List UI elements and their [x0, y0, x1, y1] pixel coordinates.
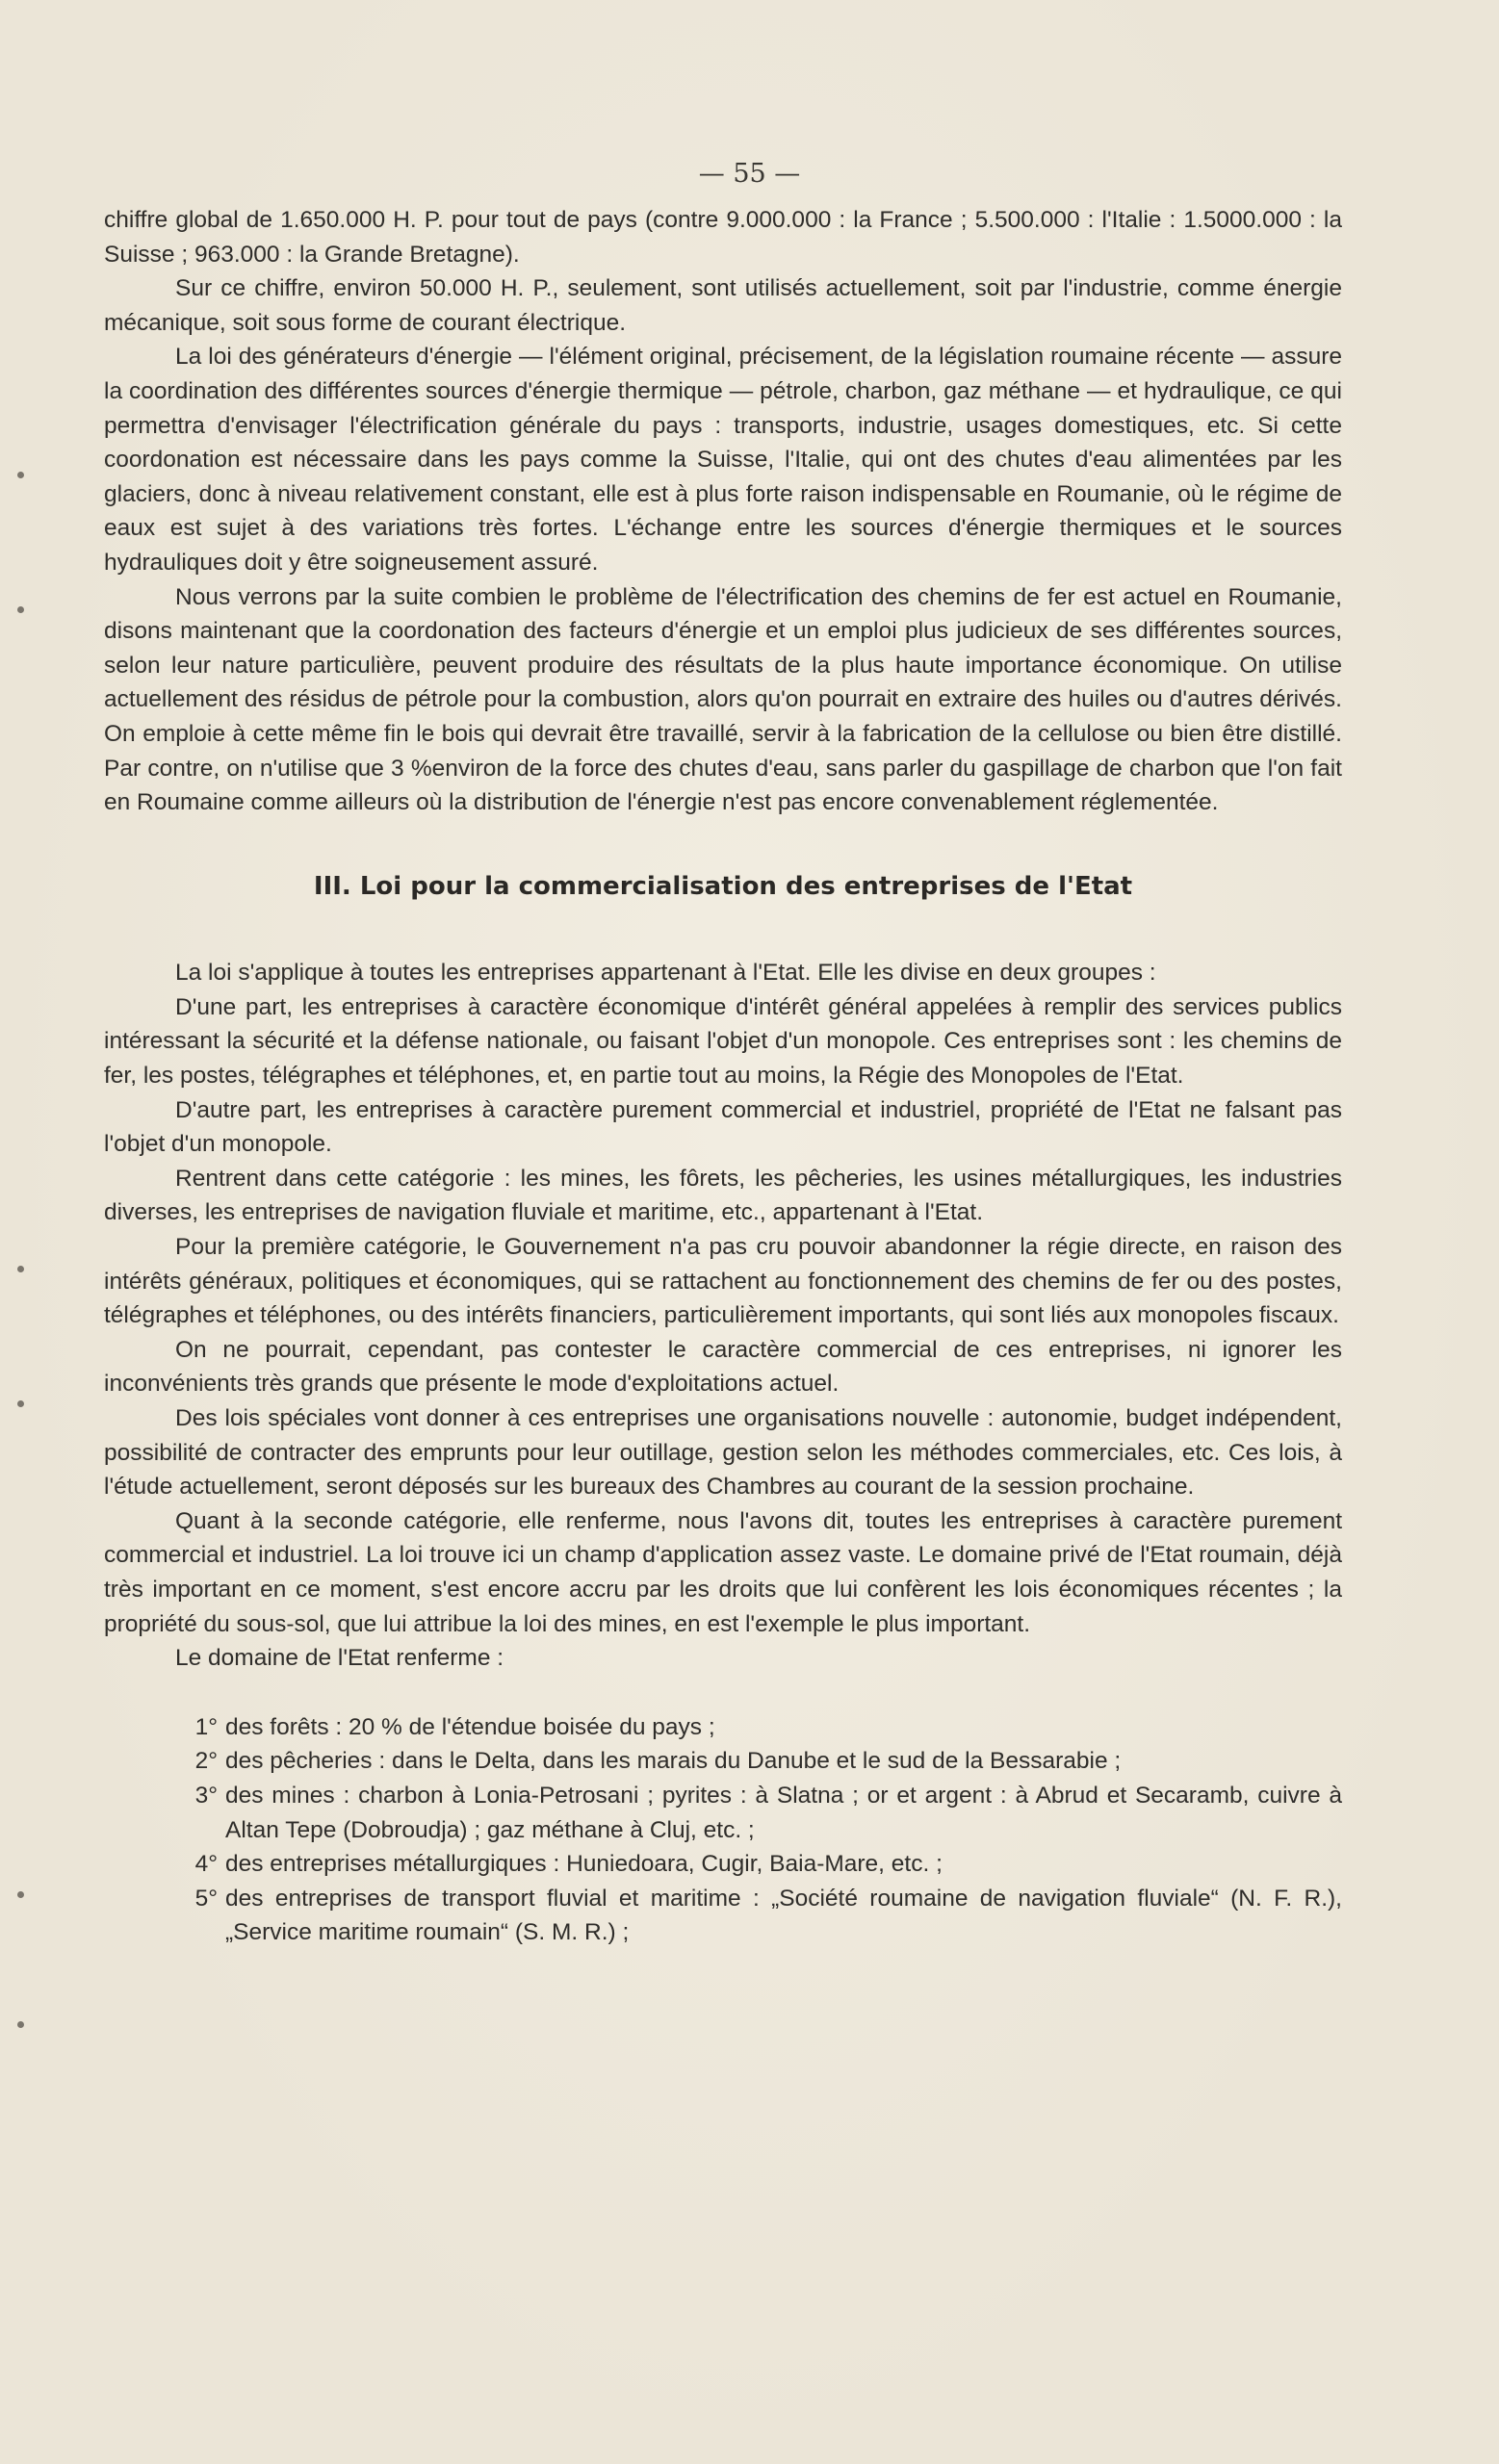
paragraph: Sur ce chiffre, environ 50.000 H. P., seulement, sont utilisés actuellement, soit par l'industrie, comme énergie mécanique, soit sous forme de courant électrique. [104, 275, 1342, 336]
paragraph: La loi des générateurs d'énergie — l'élément original, précisement, de la législation roumaine récente — assure la coordination des différentes sources d'énergie thermique — pétrole, charbon, gaz méthane — et hydraulique, ce qui permettra d'envisager l'électrification générale du pays : transports, industrie, usages domestiques, etc. Si cette coordonation est nécessaire dans les pays comme la Suisse, l'Italie, qui ont des chutes d'eau alimentées par les glaciers, donc à niveau relativement constant, elle est à plus forte raison indispensable en Roumanie, où le régime de eaux est sujet à des variations très fortes. L'échange entre les sources d'énergie thermiques et le sources hydrauliques doit y être soigneusement assuré. [104, 344, 1342, 576]
margin-mark [17, 1400, 24, 1407]
paragraph: Pour la première catégorie, le Gouvernement n'a pas cru pouvoir abandonner la régie directe, en raison des intérêts généraux, politiques et économiques, qui se rattachent au fonctionnement des chemins de fer ou des postes, télégraphes et téléphones, ou des intérêts financiers, particulièrement importants, qui sont liés aux monopoles fiscaux. [104, 1234, 1342, 1329]
paragraph: Quant à la seconde catégorie, elle renferme, nous l'avons dit, toutes les entreprises à caractère purement commercial et industriel. La loi trouve ici un champ d'application assez vaste. Le domaine privé de l'Etat roumain, déjà très important en ce moment, s'est encore accru par les droits que lui confèrent les lois économiques récentes ; la propriété du sous-sol, que lui attribue la loi des mines, en est l'exemple le plus important. [104, 1507, 1342, 1637]
paragraph: chiffre global de 1.650.000 H. P. pour tout de pays (contre 9.000.000 : la France ; 5.500.000 : l'Italie : 1.5000.000 : la Suisse ; 963.000 : la Grande Bretagne). [104, 207, 1342, 268]
paragraph: Rentrent dans cette catégorie : les mines, les fôrets, les pêcheries, les usines métallurgiques, les industries diverses, les entreprises de navigation fluviale et maritime, etc., appartenant à l'Etat. [104, 1165, 1342, 1226]
list-item-number: 5° [194, 1885, 218, 1912]
paragraph: Des lois spéciales vont donner à ces entreprises une organisations nouvelle : autonomie, budget indépendent, possibilité de contracter des emprunts pour leur outillage, gestion selon les méthodes commerciales, etc. Ces lois, à l'étude actuellement, seront déposés sur les bureaux des Chambres au courant de la session prochaine. [104, 1405, 1342, 1501]
margin-mark [17, 2021, 24, 2028]
list-item [104, 1779, 1342, 1847]
page-number: — 55 — [698, 159, 801, 189]
list-item-text: des entreprises métallurgiques : Huniedoara, Cugir, Baia-Mare, etc. ; [225, 1851, 943, 1878]
list-item-number: 2° [194, 1748, 218, 1775]
paragraph: La loi s'applique à toutes les entreprises appartenant à l'Etat. Elle les divise en deux groupes : [175, 960, 1156, 987]
list-item-number: 1° [194, 1713, 218, 1740]
paragraph: D'autre part, les entreprises à caractère purement commercial et industriel, propriété de l'Etat ne falsant pas l'objet d'un monopole. [104, 1096, 1342, 1158]
list-item [104, 1710, 1342, 1745]
paragraph: D'une part, les entreprises à caractère économique d'intérêt général appelées à remplir des services publics intéressant la sécurité et la défense nationale, ou faisant l'objet d'un monopole. Ces entreprises sont : les chemins de fer, les postes, télégraphes et téléphones, et, en partie tout au moins, la Régie des Monopoles de l'Etat. [104, 993, 1342, 1090]
list-item-number: 4° [194, 1851, 218, 1878]
document-body [104, 203, 1342, 1950]
paragraph: Nous verrons par la suite combien le problème de l'électrification des chemins de fer est actuel en Roumanie, disons maintenant que la coordonation des facteurs d'énergie et un emploi plus judicieux de ses différentes sources, selon leur nature particulière, peuvent produire des résultats de la plus haute importance économique. On utilise actuellement des résidus de pétrole pour la combustion, alors qu'on pourrait en extraire des huiles ou d'autres dérivés. On emploie à cette même fin le bois qui devrait être travaillé, servir à la fabrication de la cellulose ou bien être distillé. Par contre, on n'utilise que 3 %environ de la force des chutes d'eau, sans parler du gaspillage de charbon que l'on fait en Roumaine comme ailleurs où la distribution de l'énergie n'est pas encore convenablement réglementée. [104, 583, 1342, 816]
list-item [104, 1847, 1342, 1882]
list-item-text: des entreprises de transport fluvial et maritime : „Société roumaine de navigation fluviale“ (N. F. R.), „Service maritime roumain“ (S. M. R.) ; [225, 1885, 1342, 1946]
list-item-text: des pêcheries : dans le Delta, dans les marais du Danube et le sud de la Bessarabie ; [225, 1748, 1122, 1775]
margin-mark [17, 1891, 24, 1898]
paragraph: Le domaine de l'Etat renferme : [175, 1645, 504, 1672]
section-heading: III. Loi pour la commercialisation des entreprises de l'Etat [313, 871, 1133, 901]
list-item-number: 3° [194, 1782, 218, 1809]
margin-mark [17, 606, 24, 613]
list-item [104, 1882, 1342, 1950]
list-item-text: des forêts : 20 % de l'étendue boisée du pays ; [225, 1713, 715, 1740]
enumerated-list [104, 1710, 1342, 1950]
list-item [104, 1744, 1342, 1779]
paragraph: On ne pourrait, cependant, pas contester le caractère commercial de ces entreprises, ni ignorer les inconvénients très grands que présente le mode d'exploitations actuel. [104, 1336, 1342, 1398]
margin-mark [17, 472, 24, 478]
list-item-text: des mines : charbon à Lonia-Petrosani ; pyrites : à Slatna ; or et argent : à Abrud et Secaramb, cuivre à Altan Tepe (Dobroudja) ; gaz méthane à Cluj, etc. ; [225, 1782, 1342, 1843]
margin-mark [17, 1266, 24, 1272]
